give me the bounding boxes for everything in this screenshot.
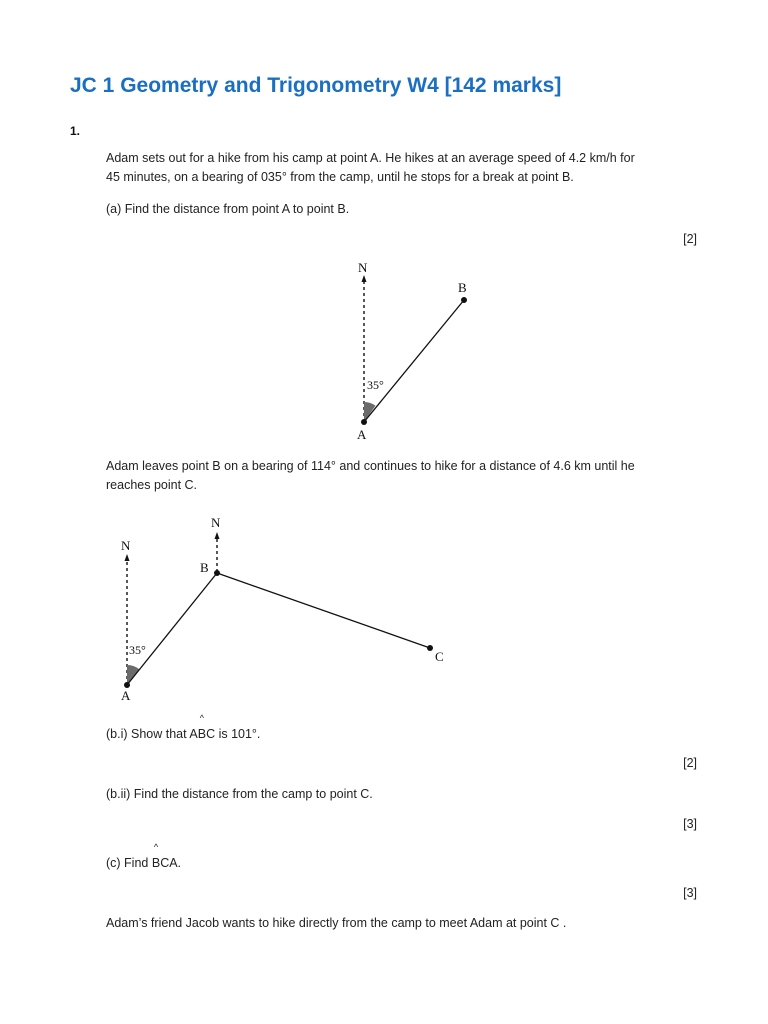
leg-2-text: [106, 457, 706, 495]
north-label-b: N: [211, 515, 221, 530]
north-arrowhead-a: [125, 554, 130, 561]
angle-label: 35°: [129, 643, 146, 657]
angle-vertex-c: [151, 842, 161, 873]
angle-vertex-letter: B: [151, 856, 161, 870]
part-a-marks: [2]: [683, 232, 697, 246]
point-b-label: B: [458, 280, 467, 295]
segment-bc: [217, 573, 430, 648]
segment-ab: [364, 300, 464, 422]
figure-2-bearing-diagram: [110, 510, 460, 705]
part-bii-text: (b.ii) Find the distance from the camp to point C.: [106, 787, 373, 801]
part-c-prefix: (c) Find: [106, 856, 152, 870]
part-bi-prefix: (b.i) Show that A: [106, 727, 198, 741]
leg-2-line-2: reaches point C.: [106, 478, 198, 492]
leg-2-line-1: Adam leaves point B on a bearing of 114° and continues to hike for a distance of 4.6 km until he: [106, 459, 635, 473]
part-c-suffix: CA.: [160, 856, 182, 870]
part-c-text: [106, 842, 706, 873]
north-arrowhead-b: [215, 532, 220, 539]
closing-text: Adam’s friend Jacob wants to hike directly from the camp to meet Adam at point C .: [106, 916, 567, 930]
figure-1-bearing-diagram: [340, 258, 490, 448]
point-b-dot: [461, 297, 467, 303]
point-c-dot: [427, 645, 433, 651]
north-label-a: N: [121, 538, 131, 553]
angle-hat-symbol: ^: [153, 842, 159, 852]
point-c-label: C: [435, 649, 444, 664]
part-c-marks: [3]: [683, 886, 697, 900]
angle-vertex-b: [197, 713, 207, 744]
question-number: 1.: [70, 124, 81, 138]
point-a-label: A: [121, 688, 131, 703]
point-b-label: B: [200, 560, 209, 575]
part-bii-marks: [3]: [683, 817, 697, 831]
segment-ab: [127, 573, 217, 685]
point-b-dot: [214, 570, 220, 576]
angle-vertex-letter: B: [197, 727, 207, 741]
part-bi-text: [106, 713, 706, 744]
point-a-dot: [361, 419, 367, 425]
intro-line-2: 45 minutes, on a bearing of 035° from the camp, until he stops for a break at point B.: [106, 170, 574, 184]
question-intro: [106, 149, 706, 187]
north-label: N: [358, 260, 368, 275]
intro-line-1: Adam sets out for a hike from his camp at point A. He hikes at an average speed of 4.2 km/h for: [106, 151, 635, 165]
north-arrowhead: [362, 275, 367, 282]
part-bi-suffix: C is 101°.: [206, 727, 261, 741]
part-a-text: (a) Find the distance from point A to point B.: [106, 202, 350, 216]
angle-label: 35°: [367, 378, 384, 392]
point-a-label: A: [357, 427, 367, 442]
angle-hat-symbol: ^: [199, 713, 205, 723]
part-bi-marks: [2]: [683, 756, 697, 770]
page-title: JC 1 Geometry and Trigonometry W4 [142 marks]: [70, 74, 562, 97]
